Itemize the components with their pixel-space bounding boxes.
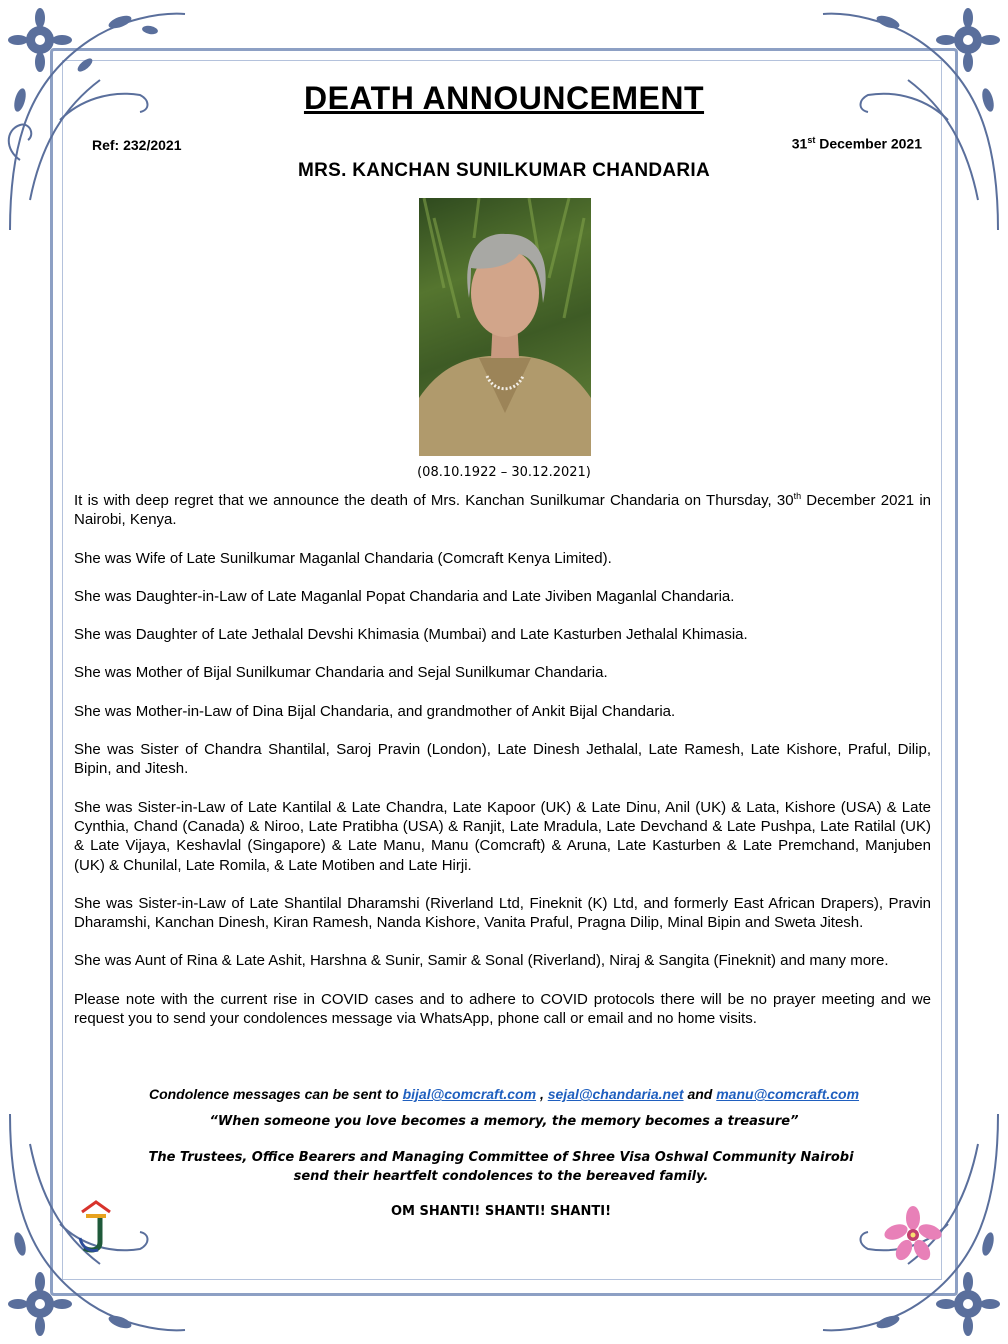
separator: , [536,1086,548,1102]
deceased-name: MRS. KANCHAN SUNILKUMAR CHANDARIA [297,160,711,181]
announcement-body [74,491,931,1047]
paragraph-sister: She was Sister of Chandra Shantilal, Saroj Pravin (London), Late Dinesh Jethalal, Late Ramesh, Late Kishore, Praful, Dilip, Bipin, and Jitesh. [74,741,931,778]
trustees-condolence [0,1148,1002,1186]
paragraph-daughter: She was Daughter of Late Jethalal Devshi Khimasia (Mumbai) and Late Kasturben Jethalal Khimasia. [74,626,748,644]
corner-ornament-top-right [818,0,1008,240]
trustees-line-1: The Trustees, Office Bearers and Managing Committee of Shree Visa Oshwal Community Nairobi [148,1150,854,1165]
intro-superscript: th [793,491,802,501]
paragraph-daughter-in-law: She was Daughter-in-Law of Late Maganlal Popat Chandaria and Late Jiviben Maganlal Chandaria. [74,587,735,605]
separator: and [683,1086,717,1102]
memorial-quote: “When someone you love becomes a memory, the memory becomes a treasure” [209,1114,799,1129]
om-shanti: OM SHANTI! SHANTI! SHANTI! [390,1204,612,1219]
portrait-illustration [419,198,591,456]
email-link-manu[interactable]: manu@comcraft.com [716,1086,860,1102]
date-month-year: December 2021 [815,135,922,152]
intro-text: It is with deep regret that we announce the death of Mrs. Kanchan Sunilkumar Chandaria on Thursday, 30 [74,492,794,509]
date-suffix: st [807,135,816,145]
intro-text-end: December 2021 in Nairobi, Kenya. [74,492,931,529]
paragraph-mother: She was Mother of Bijal Sunilkumar Chandaria and Sejal Sunilkumar Chandaria. [74,664,608,682]
paragraph-covid-notice: Please note with the current rise in COVID cases and to adhere to COVID protocols there will be no prayer meeting and we request you to send your condolences message via WhatsApp, phone call or email and no home visits. [74,990,931,1028]
paragraph-mother-in-law: She was Mother-in-Law of Dina Bijal Chandaria, and grandmother of Ankit Bijal Chandaria. [74,702,676,720]
trustees-line-2: send their heartfelt condolences to the bereaved family. [293,1169,709,1184]
condolence-line [0,1086,1008,1102]
email-link-sejal[interactable]: sejal@chandaria.net [547,1086,684,1102]
community-logo-icon [76,1198,116,1256]
date-day: 31 [791,135,808,152]
email-link-bijal[interactable]: bijal@comcraft.com [402,1086,537,1102]
paragraph-sister-in-law-1: She was Sister-in-Law of Late Kantilal & Late Chandra, Late Kapoor (UK) & Late Dinu, Anil (UK) & Lata, Kishore (USA) & Late Cynthia, Chand (Canada) & Niroo, Late Pratibha (USA) & Ranjit, Late Mradula, Late Devchand & Late Pushpa, Late Ratilal (UK) & Late Vijaya, Keshavlal (Singapore) & Late Manu, Manu (Comcraft) & Aruna, Late Kasturben & Late Premchand, Manjuben (UK) & Chunilal, Late Romila, & Late Motiben and Late Hirji. [74,798,931,874]
paragraph-intro [74,491,931,530]
orchid-flower-icon [884,1206,942,1262]
paragraph-sister-in-law-2: She was Sister-in-Law of Late Shantilal Dharamshi (Riverland Ltd, Fineknit (K) Ltd, and formerly East African Drapers), Pravin Dharamshi, Kanchan Dinesh, Kiran Ramesh, Nanda Kishore, Vanita Praful, Pragna Dilip, Minal Bipin and Sweta Jitesh. [74,894,931,932]
paragraph-wife: She was Wife of Late Sunilkumar Maganlal Chandaria (Comcraft Kenya Limited). [74,549,612,567]
corner-ornament-top-left [0,0,190,240]
lifespan-dates: (08.10.1922 – 30.12.2021) [417,465,591,480]
announcement-date [792,135,922,152]
paragraph-aunt: She was Aunt of Rina & Late Ashit, Harshna & Sunir, Samir & Sonal (Riverland), Niraj & Sangita (Fineknit) and many more. [74,952,889,970]
page-title: DEATH ANNOUNCEMENT [303,80,705,116]
reference-number: Ref: 232/2021 [92,137,182,153]
condolence-prefix: Condolence messages can be sent to [148,1086,403,1102]
portrait-photo [419,198,591,456]
